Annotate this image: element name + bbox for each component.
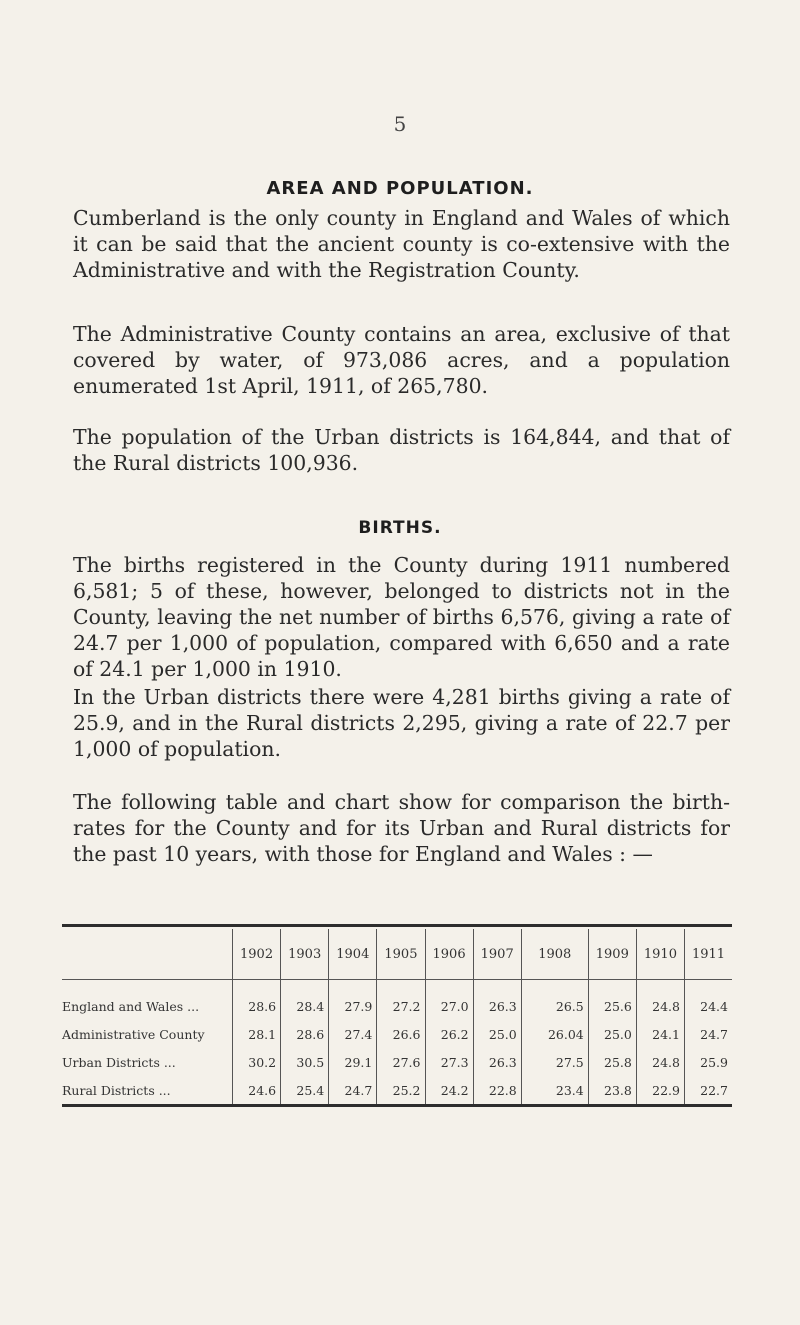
table-cell: 22.7 (685, 1076, 733, 1104)
table-cell: 27.9 (329, 992, 377, 1020)
paragraph-births-total: The births registered in the County during 1911 numbered 6,581; 5 of these, however, belonged to districts not in the County, leaving the net number of births 6,576, giving a rate of 24.7 per 1,000 of population, compared with 6,650 and a rate of 24.1 per 1,000 in 1910. (73, 553, 730, 681)
section-heading-births: BIRTHS. (358, 518, 442, 538)
table-cell: 22.9 (636, 1076, 684, 1104)
row-label: England and Wales ... (62, 998, 200, 1014)
table-cell: 30.5 (281, 1048, 329, 1076)
table-cell: 26.04 (521, 1020, 588, 1048)
table-cell: 23.4 (521, 1076, 588, 1104)
table-bottom-rule (62, 1104, 732, 1107)
table-cell: 25.0 (473, 1020, 521, 1048)
table-cell: 28.6 (281, 1020, 329, 1048)
table-cell: 27.0 (425, 992, 473, 1020)
table-cell: 22.8 (473, 1076, 521, 1104)
paragraph-table-intro: The following table and chart show for comparison the birth-rates for the County and for its Urban and Rural districts for the past 10 years, with those for England and Wales : — (73, 790, 730, 866)
header-year: 1909 (588, 929, 636, 980)
table-cell: 24.4 (685, 992, 733, 1020)
table-cell: 27.5 (521, 1048, 588, 1076)
table-cell: 25.9 (685, 1048, 733, 1076)
table-cell: 25.0 (588, 1020, 636, 1048)
table-cell: 27.4 (329, 1020, 377, 1048)
header-year: 1908 (521, 929, 588, 980)
birth-rate-table (62, 924, 732, 1107)
table-cell: 24.6 (233, 1076, 281, 1104)
header-year: 1906 (425, 929, 473, 980)
paragraph-cumberland: Cumberland is the only county in England and Wales of which it can be said that the ancient county is co-extensive with the Administrative and with the Registration County. (73, 206, 730, 282)
table-cell: 24.2 (425, 1076, 473, 1104)
header-blank (62, 929, 233, 980)
table-row-administrative-county (62, 1020, 732, 1048)
table-cell: 23.8 (588, 1076, 636, 1104)
section-heading-area-population: AREA AND POPULATION. (266, 178, 534, 199)
table-cell: 25.4 (281, 1076, 329, 1104)
row-label: Urban Districts ... (62, 1054, 176, 1070)
table-cell: 24.7 (685, 1020, 733, 1048)
table-top-rule (62, 924, 732, 927)
header-year: 1903 (281, 929, 329, 980)
row-label: Administrative County (62, 1026, 205, 1042)
table-cell: 26.5 (521, 992, 588, 1020)
row-label: Rural Districts ... (62, 1082, 171, 1098)
table-cell: 24.8 (636, 992, 684, 1020)
table-cell: 26.2 (425, 1020, 473, 1048)
table-cell: 24.8 (636, 1048, 684, 1076)
table-cell: 28.1 (233, 1020, 281, 1048)
table-spacer-row (62, 980, 732, 993)
table-row-england-wales (62, 992, 732, 1020)
header-year: 1910 (636, 929, 684, 980)
page-number: 5 (393, 112, 407, 136)
table-cell: 27.3 (425, 1048, 473, 1076)
table-cell: 26.3 (473, 992, 521, 1020)
table-cell: 25.8 (588, 1048, 636, 1076)
table-cell: 24.1 (636, 1020, 684, 1048)
table-cell: 25.6 (588, 992, 636, 1020)
table-row-rural-districts (62, 1076, 732, 1104)
header-year: 1902 (233, 929, 281, 980)
table-cell: 26.6 (377, 1020, 425, 1048)
birth-rate-grid (62, 929, 732, 1104)
table-header-row (62, 929, 732, 980)
table-cell: 25.2 (377, 1076, 425, 1104)
table-cell: 27.2 (377, 992, 425, 1020)
table-cell: 24.7 (329, 1076, 377, 1104)
table-cell: 27.6 (377, 1048, 425, 1076)
paragraph-area: The Administrative County contains an area, exclusive of that covered by water, of 973,086 acres, and a population enumerated 1st April, 1911, of 265,780. (73, 322, 730, 398)
header-year: 1907 (473, 929, 521, 980)
paragraph-population-split: The population of the Urban districts is 164,844, and that of the Rural districts 100,936. (73, 425, 730, 475)
header-year: 1904 (329, 929, 377, 980)
table-cell: 30.2 (233, 1048, 281, 1076)
table-row-urban-districts (62, 1048, 732, 1076)
header-year: 1911 (685, 929, 733, 980)
table-cell: 26.3 (473, 1048, 521, 1076)
header-year: 1905 (377, 929, 425, 980)
paragraph-births-urban-rural: In the Urban districts there were 4,281 births giving a rate of 25.9, and in the Rural districts 2,295, giving a rate of 22.7 per 1,000 of population. (73, 685, 730, 761)
table-cell: 28.6 (233, 992, 281, 1020)
table-cell: 29.1 (329, 1048, 377, 1076)
table-cell: 28.4 (281, 992, 329, 1020)
